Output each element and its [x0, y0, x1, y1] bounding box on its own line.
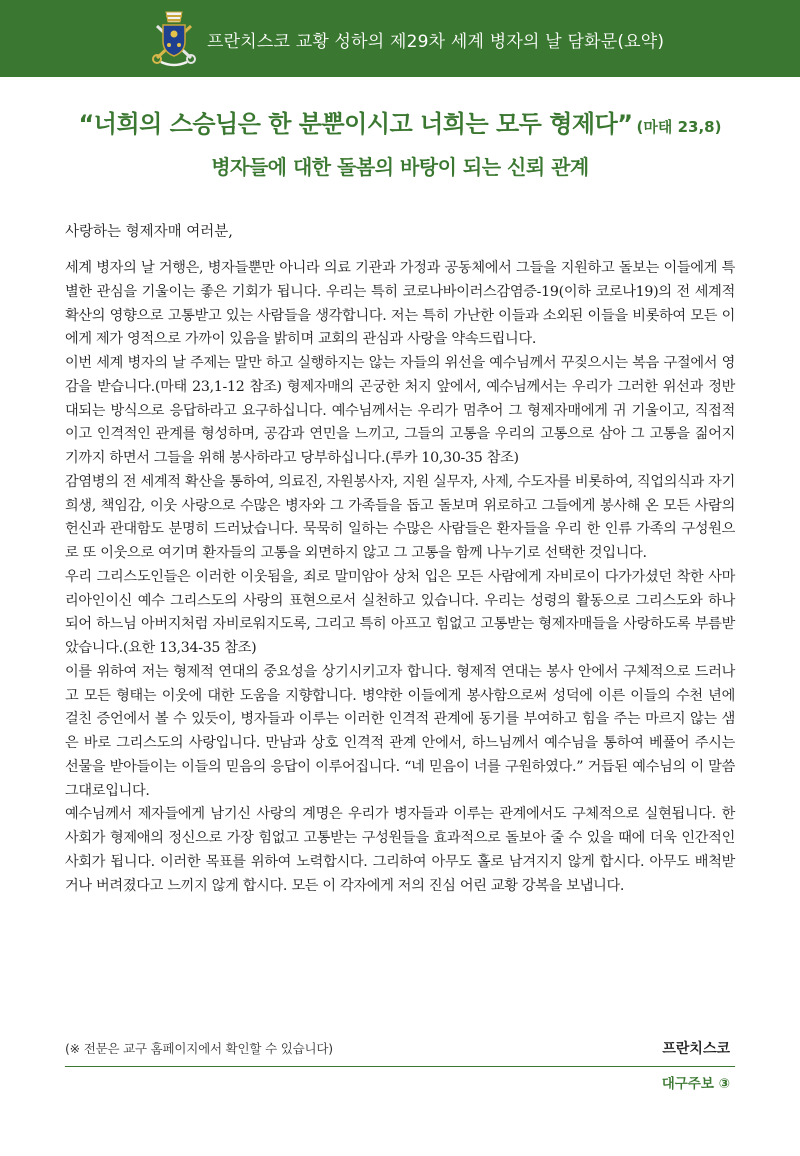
paragraph: 세계 병자의 날 거행은, 병자들뿐만 아니라 의료 기관과 가정과 공동체에서 그들을 지원하고 돌보는 이들에게 특별한 관심을 기울이는 좋은 기회가 됩니다. 우리는 특히 코로나바이러스감염증-19(이하 코로나19)의 전 세계적 확산의 영향으로 고통받고 있는 사람들을 생각합니다. 저는 특히 가난한 이들과 소외된 이들을 비롯하여 모든 이에게 제가 영적으로 가까이 있음을 밝히며 교회의 관심과 사랑을 약속드립니다. [65, 260, 735, 348]
header-bar [0, 0, 800, 77]
paragraph: 우리 그리스도인들은 이러한 이웃됨을, 죄로 말미암아 상처 입은 모든 사람에게 자비로이 다가가셨던 착한 사마리아인이신 예수 그리스도의 사랑의 표현으로서 실천하고 있습니다. 우리는 성령의 활동으로 그리스도와 하나 되어 하느님 아버지처럼 자비로워지도록, 그리고 특히 아프고 힘없고 고통받는 형제자매들을 사랑하도록 부름받았습니다.(요한 13,34-35 참조) [65, 568, 735, 656]
homepage-note: (※ 전문은 교구 홈페이지에서 확인할 수 있습니다) [65, 1041, 333, 1056]
main-title-text: “너희의 스승님은 한 분뿐이시고 너희는 모두 형제다” [78, 110, 633, 138]
main-title [0, 104, 800, 139]
message-body [65, 257, 735, 898]
header-title: 프란치스코 교황 성하의 제29차 세계 병자의 날 담화문(요약) [207, 32, 665, 52]
papal-coat-of-arms-icon [151, 8, 197, 68]
paragraph: 이번 세계 병자의 날 주제는 말만 하고 실행하지는 않는 자들의 위선을 예수님께서 꾸짖으시는 복음 구절에서 영감을 받습니다.(마태 23,1-12 참조) 형제자매의 곤궁한 처지 앞에서, 예수님께서는 우리가 그러한 위선과 정반대되는 방식으로 응답하라고 요구하십니다. 예수님께서는 우리가 멈추어 그 형제자매에게 귀 기울이고, 직접적이고 인격적인 관계를 형성하며, 공감과 연민을 느끼고, 그들의 고통을 우리의 고통으로 삼아 그 고통을 짊어지기까지 하면서 그들을 위해 봉사하라고 당부하십니다.(루카 10,30-35 참조) [65, 355, 735, 466]
paragraph: 예수님께서 제자들에게 남기신 사랑의 계명은 우리가 병자들과 이루는 관계에서도 구체적으로 실현됩니다. 한 사회가 형제애의 정신으로 가장 힘없고 고통받는 구성원들을 효과적으로 돌보아 줄 수 있을 때에 더욱 인간적인 사회가 됩니다. 이러한 목표를 위하여 노력합시다. 그리하여 아무도 홀로 남겨지지 않게 합시다. 아무도 배척받거나 버려졌다고 느끼지 않게 합시다. 모든 이 각자에게 저의 진심 어린 교황 강복을 보냅니다. [65, 806, 735, 894]
footer-page-label: 대구주보 ③ [661, 1076, 730, 1092]
paragraph: 이를 위하여 저는 형제적 연대의 중요성을 상기시키고자 합니다. 형제적 연대는 봉사 안에서 구체적으로 드러나고 모든 형태는 이웃에 대한 도움을 지향합니다. 병약한 이들에게 봉사함으로써 성덕에 이른 이들의 수천 년에 걸친 증언에서 볼 수 있듯이, 병자들과 이루는 이러한 인격적 관계에 동기를 부여하고 힘을 주는 마르지 않는 샘은 바로 그리스도의 사랑입니다. 만남과 상호 인격적 관계 안에서, 하느님께서 예수님을 통하여 베풀어 주시는 선물을 받아들이는 이들의 믿음의 응답이 이루어집니다. “네 믿음이 너를 구원하였다.” 거듭된 예수님의 이 말씀 그대로입니다. [65, 663, 735, 799]
bible-reference: (마태 23,8) [636, 118, 722, 136]
greeting: 사랑하는 형제자매 여러분, [65, 224, 233, 240]
title-block [0, 104, 800, 180]
signature: 프란치스코 [662, 1041, 730, 1057]
footer-divider [65, 1066, 735, 1067]
subtitle: 병자들에 대한 돌봄의 바탕이 되는 신뢰 관계 [211, 155, 589, 179]
paragraph: 감염병의 전 세계적 확산을 통하여, 의료진, 자원봉사자, 지원 실무자, 사제, 수도자를 비롯하여, 직업의식과 자기희생, 책임감, 이웃 사랑으로 수많은 병자와 그 가족들을 돕고 돌보며 위로하고 그들에게 봉사해 온 모든 사람의 헌신과 관대함도 분명히 드러났습니다. 묵묵히 일하는 수많은 사람들은 환자들을 우리 한 인류 가족의 구성원으로 또 이웃으로 여기며 환자들의 고통을 외면하지 않고 그 고통을 함께 나누기로 선택한 것입니다. [65, 473, 735, 561]
